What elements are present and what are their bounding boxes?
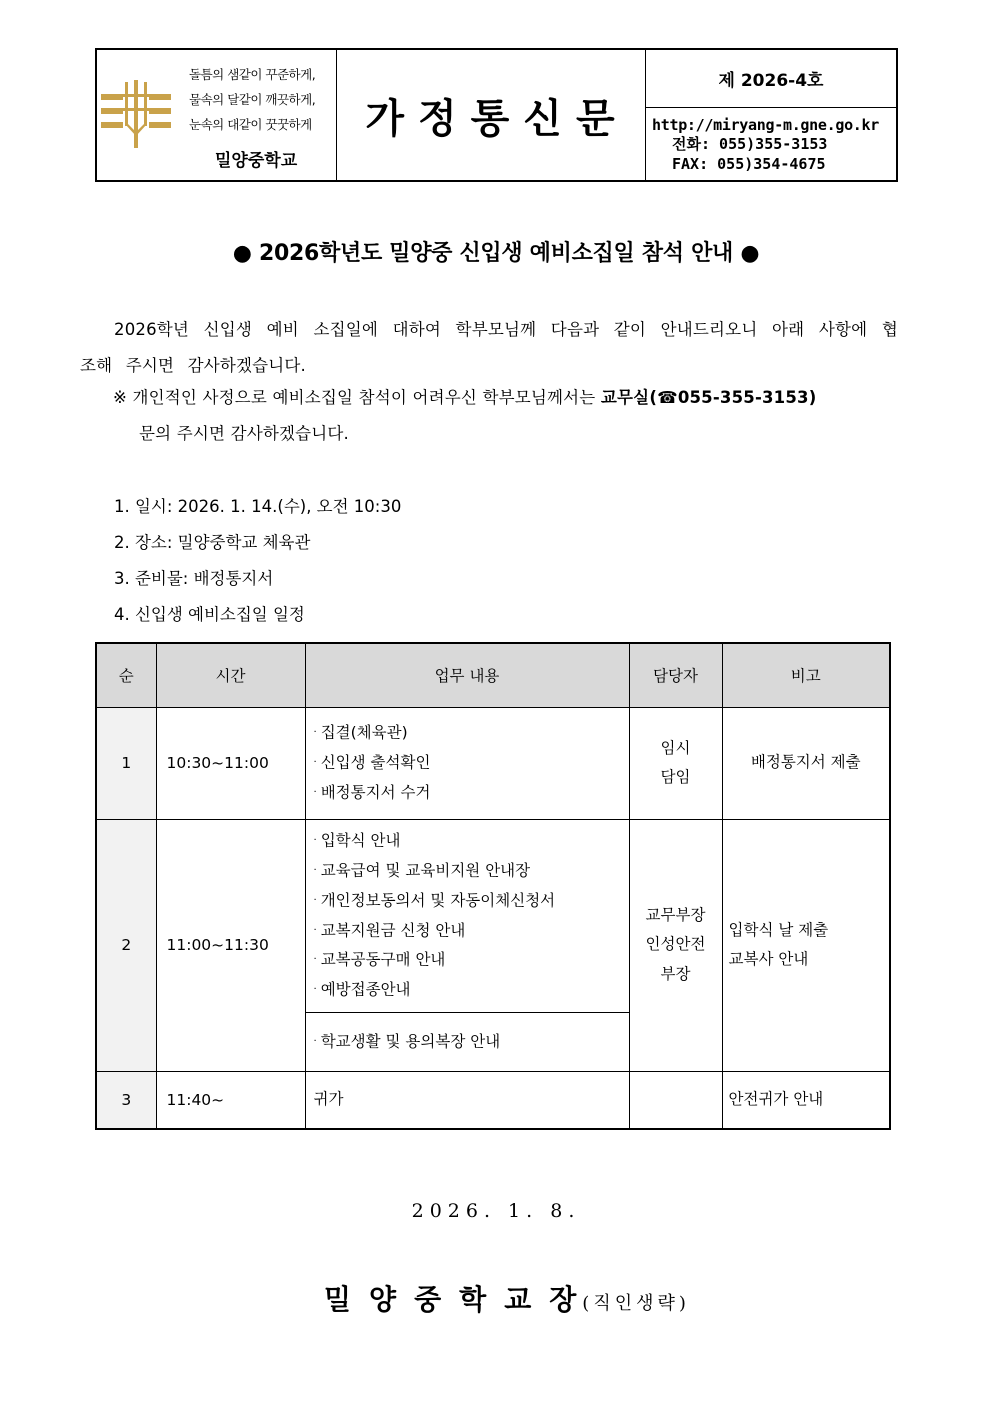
row-staff: 교무부장 인성안전 부장 (629, 819, 722, 1071)
task-item: · 입학식 안내 (313, 831, 401, 850)
row-num: 2 (96, 819, 156, 1071)
school-mottos (189, 62, 315, 137)
notice-paragraph (113, 380, 903, 452)
row-num: 3 (96, 1071, 156, 1129)
col-header-time: 시간 (156, 643, 305, 707)
col-header-task: 업무 내용 (305, 643, 629, 707)
table-row (96, 707, 890, 819)
row-note: 입학식 날 제출 교복사 안내 (722, 819, 890, 1071)
school-name: 밀양중학교 (215, 151, 298, 171)
task-item: · 교복공동구매 안내 (313, 950, 446, 969)
row-tasks: 귀가 (305, 1071, 629, 1129)
school-block (97, 50, 337, 180)
newsletter-title: 가정통신문 (365, 94, 629, 142)
issue-number: 제 2026-4호 (646, 50, 896, 108)
motto-line: 돌틈의 샘같이 꾸준하게, (189, 67, 316, 82)
col-header-staff: 담당자 (629, 643, 722, 707)
signer (324, 1278, 690, 1318)
signer-name: 밀양중학교장 (324, 1283, 595, 1316)
table-row (96, 819, 890, 1012)
school-fax: FAX: 055)354-4675 (672, 155, 826, 173)
office-contact: 교무실(☎055-355-3153) (600, 388, 817, 407)
task-item: · 예방접종안내 (313, 980, 411, 999)
row-time: 11:00~11:30 (156, 819, 305, 1071)
seal-omitted-note: (직인생략) (582, 1293, 690, 1314)
task-item: · 학교생활 및 용의복장 안내 (313, 1031, 501, 1050)
school-emblem-icon (101, 80, 171, 150)
issue-block (646, 50, 896, 180)
task-item: · 개인정보동의서 및 자동이체신청서 (313, 891, 556, 909)
task-item: · 교복지원금 신청 안내 (313, 920, 466, 939)
col-header-note: 비고 (722, 643, 890, 707)
info-item-place: 2. 장소: 밀양중학교 체육관 (114, 533, 311, 552)
col-header-num: 순 (96, 643, 156, 707)
info-item-date: 1. 일시: 2026. 1. 14.(수), 오전 10:30 (114, 497, 402, 516)
row-tasks-sub (305, 1012, 629, 1071)
row-tasks (305, 819, 629, 1012)
row-time: 11:40~ (156, 1071, 305, 1129)
task-item: · 신입생 출석확인 (313, 753, 431, 772)
table-row (96, 1071, 890, 1129)
info-list (114, 489, 401, 633)
document-title: ● 2026학년도 밀양중 신입생 예비소집일 참석 안내 ● (232, 241, 760, 266)
table-header-row (96, 643, 890, 707)
row-staff (629, 1071, 722, 1129)
task-item: · 배정통지서 수거 (313, 783, 431, 802)
row-note: 배정통지서 제출 (722, 707, 890, 819)
school-url[interactable]: http://miryang-m.gne.go.kr (652, 116, 880, 134)
task-item: · 집결(체육관) (313, 723, 408, 742)
schedule-table (95, 642, 891, 1130)
contact-info (646, 108, 896, 180)
school-phone: 전화: 055)355-3153 (672, 135, 828, 153)
notice-text-line2: 문의 주시면 감사하겠습니다. (139, 424, 350, 443)
row-num: 1 (96, 707, 156, 819)
motto-line: 물속의 달같이 깨끗하게, (189, 92, 316, 107)
row-tasks (305, 707, 629, 819)
task-item: · 교육급여 및 교육비지원 안내장 (313, 861, 531, 880)
row-note: 안전귀가 안내 (722, 1071, 890, 1129)
issue-date: 2026. 1. 8. (411, 1200, 581, 1222)
newsletter-title-block (337, 50, 646, 180)
intro-paragraph: 2026학년 신입생 예비 소집일에 대하여 학부모님께 다음과 같이 안내드리오니 아래 사항에 협조해 주시면 감사하겠습니다. (80, 320, 898, 375)
row-time: 10:30~11:00 (156, 707, 305, 819)
masthead (95, 48, 898, 182)
notice-text: ※ 개인적인 사정으로 예비소집일 참석이 어려우신 학부모님께서는 (113, 388, 601, 407)
motto-line: 눈속의 대같이 꿋꿋하게 (189, 117, 312, 132)
info-item-supplies: 3. 준비물: 배정통지서 (114, 569, 274, 588)
row-staff: 임시 담임 (629, 707, 722, 819)
info-item-schedule: 4. 신입생 예비소집일 일정 (114, 605, 305, 624)
